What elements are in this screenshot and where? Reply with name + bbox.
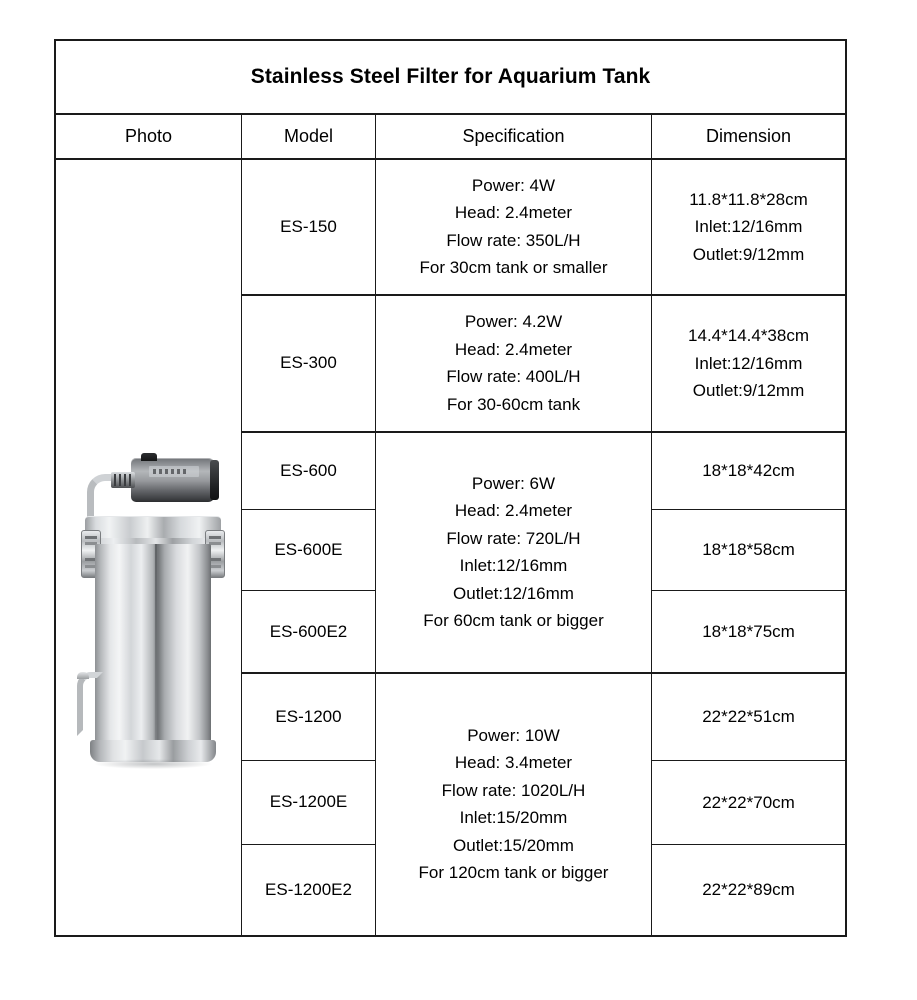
dimension-es-1200 bbox=[652, 673, 846, 761]
spec-line: Outlet:12/16mm bbox=[453, 583, 574, 603]
spec-line: Head: 2.4meter bbox=[454, 501, 573, 521]
spec-line: Flow rate: 350L/H bbox=[446, 230, 581, 250]
model-es-300: ES-300 bbox=[242, 295, 376, 432]
spec-line: Flow rate: 400L/H bbox=[446, 367, 581, 387]
spec-line: Power: 10W bbox=[467, 725, 560, 745]
spec-line: For 60cm tank or bigger bbox=[423, 611, 604, 631]
dimension-es-600e2 bbox=[652, 591, 846, 673]
canister-body-icon bbox=[95, 544, 211, 744]
base-shadow bbox=[95, 759, 211, 769]
specification-table bbox=[55, 40, 846, 936]
outlet-tube-icon bbox=[77, 672, 103, 736]
dimension-line: Outlet:9/12mm bbox=[692, 244, 805, 264]
dimension-line: Inlet:12/16mm bbox=[694, 217, 803, 237]
spec-line: Power: 4W bbox=[471, 175, 556, 195]
title-row bbox=[56, 41, 846, 115]
spec-line: Head: 2.4meter bbox=[454, 339, 573, 359]
dimension-line: 22*22*89cm bbox=[702, 880, 795, 899]
dimension-line: 22*22*70cm bbox=[702, 792, 795, 812]
column-header-photo: Photo bbox=[56, 114, 242, 158]
motor-vent-icon bbox=[141, 453, 157, 461]
dimension-line: Inlet:12/16mm bbox=[694, 353, 803, 373]
dimension-line: Outlet:9/12mm bbox=[692, 381, 805, 401]
spec-line: Power: 4.2W bbox=[464, 312, 563, 332]
motor-collar-icon bbox=[111, 472, 135, 488]
dimension-line: 18*18*58cm bbox=[702, 540, 795, 560]
dimension-line: 22*22*51cm bbox=[702, 707, 795, 727]
dimension-line: 18*18*42cm bbox=[702, 461, 795, 481]
canister-seam-icon bbox=[155, 544, 157, 744]
table-row bbox=[56, 159, 846, 296]
model-es-1200: ES-1200 bbox=[242, 673, 376, 761]
dimension-line: 18*18*75cm bbox=[702, 621, 795, 641]
spec-line: Inlet:15/20mm bbox=[459, 808, 568, 828]
dimension-line: 11.8*11.8*28cm bbox=[689, 189, 808, 209]
spec-line: For 30-60cm tank bbox=[446, 394, 581, 414]
dimension-es-150 bbox=[652, 159, 846, 296]
spec-line: Head: 2.4meter bbox=[454, 203, 573, 223]
dimension-line: 14.4*14.4*38cm bbox=[688, 326, 810, 346]
model-es-600e2: ES-600E2 bbox=[242, 591, 376, 673]
model-es-150: ES-150 bbox=[242, 159, 376, 296]
dimension-es-1200e bbox=[652, 761, 846, 844]
column-header-model: Model bbox=[242, 114, 376, 158]
dimension-es-600e bbox=[652, 510, 846, 591]
motor-label-icon bbox=[149, 466, 199, 477]
column-header-specification: Specification bbox=[376, 114, 652, 158]
product-photo bbox=[56, 160, 241, 935]
model-es-600: ES-600 bbox=[242, 432, 376, 510]
model-es-1200e: ES-1200E bbox=[242, 761, 376, 844]
product-photo-cell bbox=[56, 159, 242, 936]
dimension-es-1200e2 bbox=[652, 844, 846, 935]
spec-line: For 30cm tank or smaller bbox=[419, 258, 608, 278]
spec-line: Inlet:12/16mm bbox=[459, 556, 568, 576]
page-title: Stainless Steel Filter for Aquarium Tank bbox=[56, 41, 846, 115]
spec-es-300 bbox=[376, 295, 652, 432]
spec-es-1200-family bbox=[376, 673, 652, 936]
model-es-1200e2: ES-1200E2 bbox=[242, 844, 376, 935]
motor-end-cap-icon bbox=[210, 460, 219, 500]
canister-filter-illustration bbox=[75, 456, 231, 786]
spec-line: Outlet:15/20mm bbox=[453, 835, 574, 855]
spec-line: Flow rate: 720L/H bbox=[446, 528, 581, 548]
spec-line: Flow rate: 1020L/H bbox=[441, 780, 586, 800]
product-spec-sheet bbox=[55, 40, 845, 936]
spec-line: Power: 6W bbox=[471, 473, 556, 493]
spec-es-150 bbox=[376, 159, 652, 296]
spec-es-600-family bbox=[376, 432, 652, 673]
spec-line: For 120cm tank or bigger bbox=[418, 863, 609, 883]
column-header-dimension: Dimension bbox=[652, 114, 846, 158]
table-header-row bbox=[56, 114, 846, 158]
dimension-es-300 bbox=[652, 295, 846, 432]
spec-line: Head: 3.4meter bbox=[454, 753, 573, 773]
pump-motor-icon bbox=[131, 458, 215, 502]
model-es-600e: ES-600E bbox=[242, 510, 376, 591]
dimension-es-600 bbox=[652, 432, 846, 510]
